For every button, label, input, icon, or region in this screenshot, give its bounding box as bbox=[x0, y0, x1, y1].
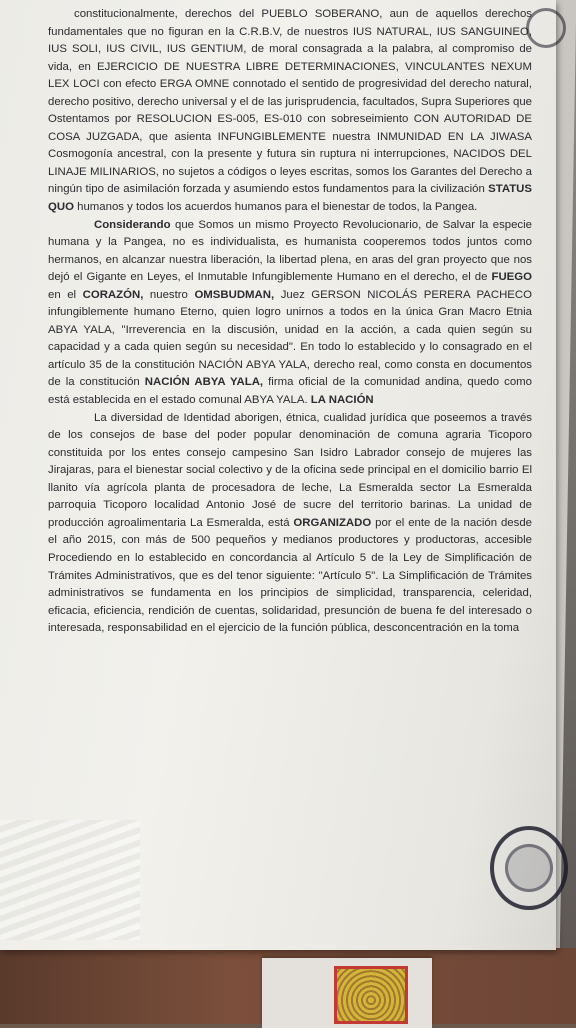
paragraph-1 bbox=[48, 6, 532, 217]
la-nacion-keyword: LA NACIÓN bbox=[310, 394, 374, 407]
organizado-keyword: ORGANIZADO bbox=[293, 516, 372, 529]
paragraph-1-text: constitucionalmente, derechos del PUEBLO SOBERANO, aun de aquellos derechos fundamentales que no figuran en la C.R.B.V, de nuestros IUS NATURAL, IUS SANGUINEO, IUS SOLI, IUS CIVIL, IUS GENTIUM, de moral consagrada a la palabra, al compromiso de vida, en EJERCICIO DE NUESTRA LIBRE DETERMINACIONES, VINCULANTES NEXUM LEX LOCI con efecto ERGA OMNE connotado el sentido de progresividad del derecho natural, derecho positivo, derecho universal y el de las jurisprudencia, facultados, Supra Superiores que Ostentamos por RESOLUCION ES-005, ES-010 con sobreseimiento CON AUTORIDAD DE COSA JUZGADA, que asienta INFUNGIBLEMENTE nuestra INMUNIDAD EN LA JIWASA Cosmogonía ancestral, con la presente y futura sin ruptura ni interrupciones, NACIDOS DEL LINAJE MILINARIOS, no sujetos a códigos o leyes escritas, somos los Garantes del Derecho a ningún tipo de asimilación forzada y asumiendo estos fundamentos para la civilización bbox=[48, 8, 532, 196]
paragraph-2-text-b: en el bbox=[48, 288, 83, 301]
paragraph-2 bbox=[48, 217, 532, 410]
ink-seal bbox=[490, 826, 568, 910]
paragraph-3-text-b: por el ente de la nación desde el año 2015, con más de 500 pequeños y medianos productores y productoras, accesible Procediendo en lo establecido en concordancia al Artículo 5 de la Ley de Simplificación de Trámites Administrativos, que es del tenor siguiente: "Artículo 5". La Simplificación de Trámites administrativos se fundamenta en los principios de simplicidad, transparencia, celeridad, eficacia, eficiencia, rendición de cuentas, solidaridad, presunción de buena fe del interesado o interesada, responsabilidad en el ejercicio de la función pública, desconcentración en la toma bbox=[48, 516, 532, 635]
corazon-keyword: CORAZÓN, bbox=[82, 288, 144, 301]
paragraph-2-text-a: que Somos un mismo Proyecto Revolucionario, de Salvar la especie humana y la Pangea, no es individualista, es humanista cooperemos todos juntos como hermanos, en alcanzar nuestra liberación, la libertad plena, en aras del gran proyecto que nos dejó el Gigante en Leyes, el Inmutable Infungiblemente Humano en el derecho, el de bbox=[48, 218, 532, 284]
fuego-keyword: FUEGO bbox=[491, 271, 532, 284]
paragraph-2-text-c: nuestro bbox=[143, 288, 195, 301]
paragraph-2-text-d: Juez GERSON NICOLÁS PERERA PACHECO infungiblemente humano Eterno, quien logro unirnos a todos en la única Gran Macro Etnia ABYA YALA, "Irreverencia en la discusión, unidad en la acción, a cada quien según su capacidad y a cada quien según su necesidad". En todo lo establecido y lo consagrado en el artículo 35 de la constitución NACIÓN ABYA YALA, derecho real, como consta en documentos de la constitución bbox=[48, 288, 532, 389]
paragraph-3 bbox=[48, 410, 532, 638]
nacion-abya-yala-keyword: NACIÓN ABYA YALA, bbox=[144, 376, 264, 389]
omsbudman-keyword: OMSBUDMAN, bbox=[194, 288, 275, 301]
paper-fold-shadow bbox=[0, 820, 140, 940]
paragraph-1-end: humanos y todos los acuerdos humanos para el bienestar de todos, la Pangea. bbox=[73, 201, 478, 214]
document-body bbox=[48, 6, 532, 638]
ink-seal-top bbox=[526, 8, 566, 48]
status-quo-keyword: STATUS QUO bbox=[48, 183, 532, 214]
stamp-image bbox=[334, 966, 408, 1024]
considerando-heading: Considerando bbox=[94, 218, 171, 231]
paragraph-3-text-a: La diversidad de Identidad aborigen, étnica, cualidad jurídica que poseemos a través de los consejos de base del poder popular denominación de comuna agraria Ticoporo constituida por los entes consejo campesino San Isidro Labrador consejo de mujeres las Jirajaras, para el bienestar social colectivo y de la oficina sede principal en el domicilio barrio El llanito vía agrícola planta de procesadora de leche, La Esmeralda sector La Esmeralda parroquia Ticoporo localidad Antonio José de sucre del territorio barinas. La unidad de producción agroalimentaria La Esmeralda, está bbox=[48, 411, 532, 529]
paragraph-2-text-e: firma oficial de la comunidad andina, quedo como está establecida en el estado comunal ABYA YALA. bbox=[48, 376, 532, 407]
